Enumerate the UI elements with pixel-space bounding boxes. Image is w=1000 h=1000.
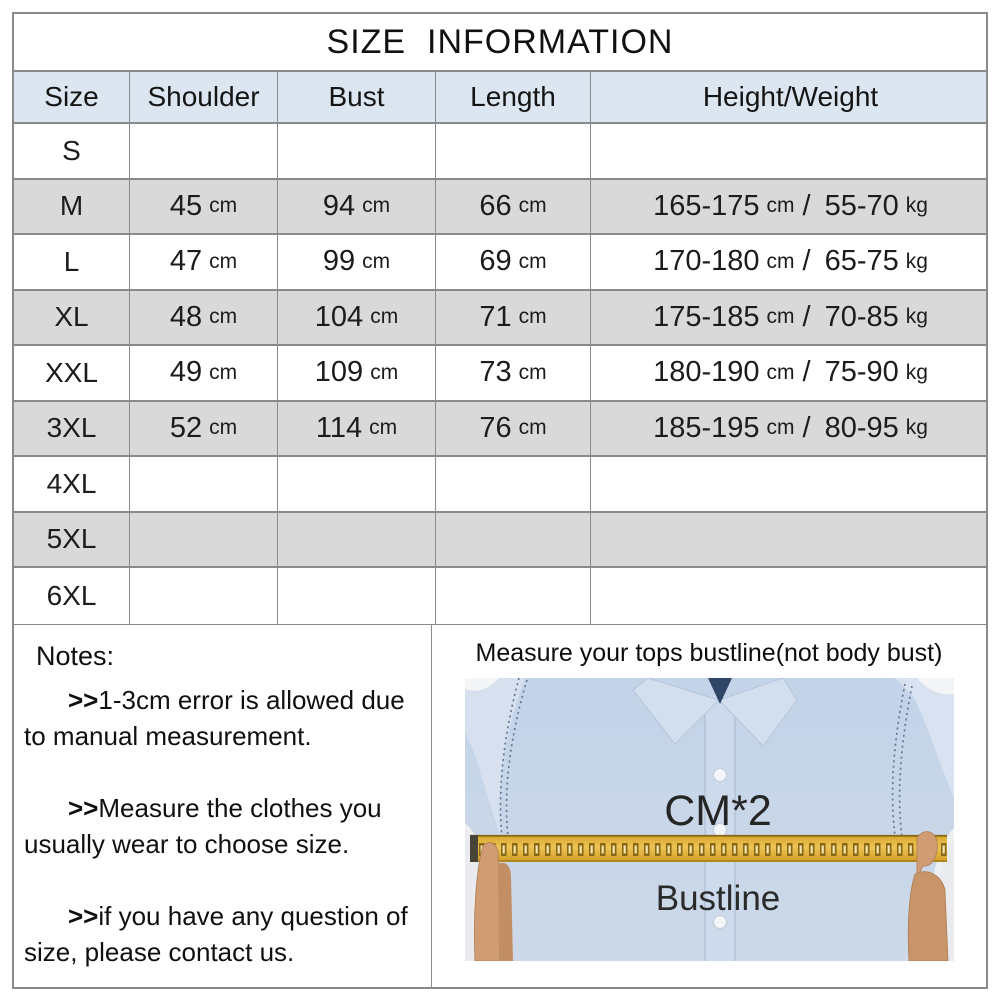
size-cell: 3XL (46, 412, 97, 444)
shoulder-cell: 47 cm (130, 235, 278, 289)
table-row-xl (14, 291, 986, 347)
length-cell (436, 568, 591, 624)
height-weight-cell (591, 124, 990, 178)
size-cell: S (62, 134, 81, 166)
size-cell: XXL (45, 356, 98, 388)
height-weight-cell: 170-180 cm / 65-75 kg (653, 245, 928, 278)
bust-cell: 94 cm (278, 180, 436, 234)
height-weight-cell: 175-185 cm / 70-85 kg (653, 300, 928, 333)
table-row-6xl (14, 568, 986, 624)
size-table (12, 12, 988, 626)
bottom-panel (12, 625, 988, 989)
length-cell (436, 513, 591, 567)
col-header-height-weight: Height/Weight (702, 81, 879, 112)
height-weight-cell: 185-195 cm / 80-95 kg (653, 411, 928, 444)
note-item: >>if you have any question of size, please contact us. (24, 901, 408, 967)
length-cell: 71 cm (436, 291, 591, 345)
note-item: >>Measure the clothes you usually wear to choose size. (24, 793, 382, 859)
height-weight-cell: 165-175 cm / 55-70 kg (653, 189, 928, 222)
bust-cell: 99 cm (278, 235, 436, 289)
length-cell: 76 cm (436, 402, 591, 456)
table-header-row (14, 72, 986, 124)
table-row-m (14, 180, 986, 236)
shoulder-cell: 45 cm (130, 180, 278, 234)
bust-cell: 109 cm (278, 346, 436, 400)
height-weight-cell: 180-190 cm / 75-90 kg (653, 356, 928, 389)
length-cell: 73 cm (436, 346, 591, 400)
size-cell: 6XL (46, 579, 97, 611)
table-row-4xl (14, 457, 986, 513)
measure-panel (432, 625, 986, 987)
bust-cell (278, 513, 436, 567)
size-cell: 4XL (46, 467, 97, 499)
bust-cell: 114 cm (278, 402, 436, 456)
size-cell: L (63, 245, 80, 277)
bustline-label: Bustline (655, 879, 780, 918)
col-header-length: Length (436, 72, 591, 122)
size-cell: M (59, 190, 84, 222)
note-item: >>1-3cm error is allowed due to manual measurement. (24, 685, 405, 751)
table-row-l (14, 235, 986, 291)
length-cell: 66 cm (436, 180, 591, 234)
height-weight-cell (591, 457, 990, 511)
length-cell: 69 cm (436, 235, 591, 289)
table-row-xxl (14, 346, 986, 402)
bust-cell: 104 cm (278, 291, 436, 345)
size-cell: 5XL (46, 523, 97, 555)
shoulder-cell (130, 124, 278, 178)
page-title: SIZE INFORMATION (326, 22, 674, 61)
col-header-shoulder: Shoulder (130, 72, 278, 122)
bustline-photo (465, 678, 954, 961)
bust-cell (278, 568, 436, 624)
length-cell (436, 457, 591, 511)
notes-heading: Notes: (36, 641, 115, 671)
table-row-s (14, 124, 986, 180)
table-row-3xl (14, 402, 986, 458)
shirt-measure-illustration (465, 678, 954, 961)
bust-cell (278, 124, 436, 178)
notes-panel (14, 625, 432, 987)
table-row-5xl (14, 513, 986, 569)
shoulder-cell (130, 568, 278, 624)
measure-caption: Measure your tops bustline(not body bust) (475, 639, 943, 667)
shoulder-cell (130, 513, 278, 567)
length-cell (436, 124, 591, 178)
size-cell: XL (54, 301, 89, 333)
shoulder-cell: 52 cm (130, 402, 278, 456)
col-header-size: Size (14, 72, 130, 122)
shoulder-cell (130, 457, 278, 511)
col-header-bust: Bust (278, 72, 436, 122)
height-weight-cell (591, 513, 990, 567)
height-weight-cell (591, 568, 990, 624)
bust-cell (278, 457, 436, 511)
table-title-row (14, 14, 986, 72)
shoulder-cell: 48 cm (130, 291, 278, 345)
shoulder-cell: 49 cm (130, 346, 278, 400)
cm-x2-label: CM*2 (663, 787, 772, 835)
